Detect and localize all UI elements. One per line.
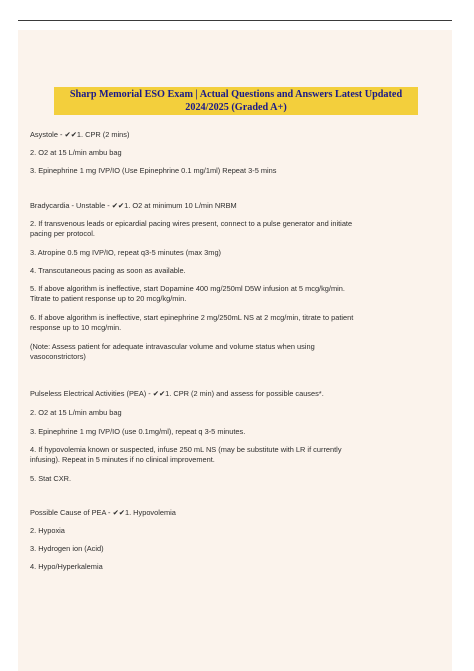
brady-line-2b: pacing per protocol. bbox=[30, 229, 95, 238]
pea-line-4b: infusing). Repeat in 5 minutes if no clinical improvement. bbox=[30, 455, 215, 464]
pea-line-4a: 4. If hypovolemia known or suspected, infuse 250 mL NS (may be substitute with LR if currently bbox=[30, 445, 342, 454]
brady-line-2a: 2. If transvenous leads or epicardial pacing wires present, connect to a pulse generator and initiate bbox=[30, 219, 353, 228]
brady-line-6a: 6. If above algorithm is ineffective, start epinephrine 2 mg/250mL NS at 2 mcg/min, titrate to patient bbox=[30, 313, 354, 322]
brady-line-5b: Titrate to patient response up to 20 mcg/kg/min. bbox=[30, 294, 187, 303]
brady-line-3: 3. Atropine 0.5 mg IVP/IO, repeat q3-5 minutes (max 3mg) bbox=[30, 248, 222, 257]
top-rule bbox=[18, 20, 452, 21]
causes-line-1: Possible Cause of PEA - ✔✔1. Hypovolemia bbox=[30, 508, 176, 517]
asystole-line-3: 3. Epinephrine 1 mg IVP/IO (Use Epinephrine 0.1 mg/1ml) Repeat 3-5 mins bbox=[30, 166, 277, 175]
title-line-1: Sharp Memorial ESO Exam | Actual Questions and Answers Latest Updated bbox=[69, 89, 403, 100]
causes-line-3: 3. Hydrogen ion (Acid) bbox=[30, 544, 104, 553]
causes-line-4: 4. Hypo/Hyperkalemia bbox=[30, 562, 103, 571]
brady-line-1: Bradycardia - Unstable - ✔✔1. O2 at minimum 10 L/min NRBM bbox=[30, 201, 237, 210]
asystole-line-1: Asystole - ✔✔1. CPR (2 mins) bbox=[30, 130, 130, 139]
brady-note-1: (Note: Assess patient for adequate intravascular volume and volume status when using bbox=[30, 342, 315, 351]
pea-line-1: Pulseless Electrical Activities (PEA) - ✔✔1. CPR (2 min) and assess for possible causes*. bbox=[30, 389, 324, 398]
title-line-2: 2024/2025 (Graded A+) bbox=[185, 101, 287, 113]
brady-line-4: 4. Transcutaneous pacing as soon as available. bbox=[30, 266, 186, 275]
pea-line-5: 5. Stat CXR. bbox=[30, 474, 72, 483]
brady-line-5a: 5. If above algorithm is ineffective, start Dopamine 400 mg/250ml D5W infusion at 5 mcg/kg/min. bbox=[30, 284, 345, 293]
pea-line-2: 2. O2 at 15 L/min ambu bag bbox=[30, 408, 122, 417]
causes-line-2: 2. Hypoxia bbox=[30, 526, 65, 535]
document-page bbox=[18, 30, 452, 671]
pea-line-3: 3. Epinephrine 1 mg IVP/IO (use 0.1mg/ml), repeat q 3-5 minutes. bbox=[30, 427, 246, 436]
brady-line-6b: response up to 10 mcg/min. bbox=[30, 323, 122, 332]
asystole-line-2: 2. O2 at 15 L/min ambu bag bbox=[30, 148, 122, 157]
document-title bbox=[54, 87, 418, 115]
brady-note-2: vasoconstrictors) bbox=[30, 352, 86, 361]
